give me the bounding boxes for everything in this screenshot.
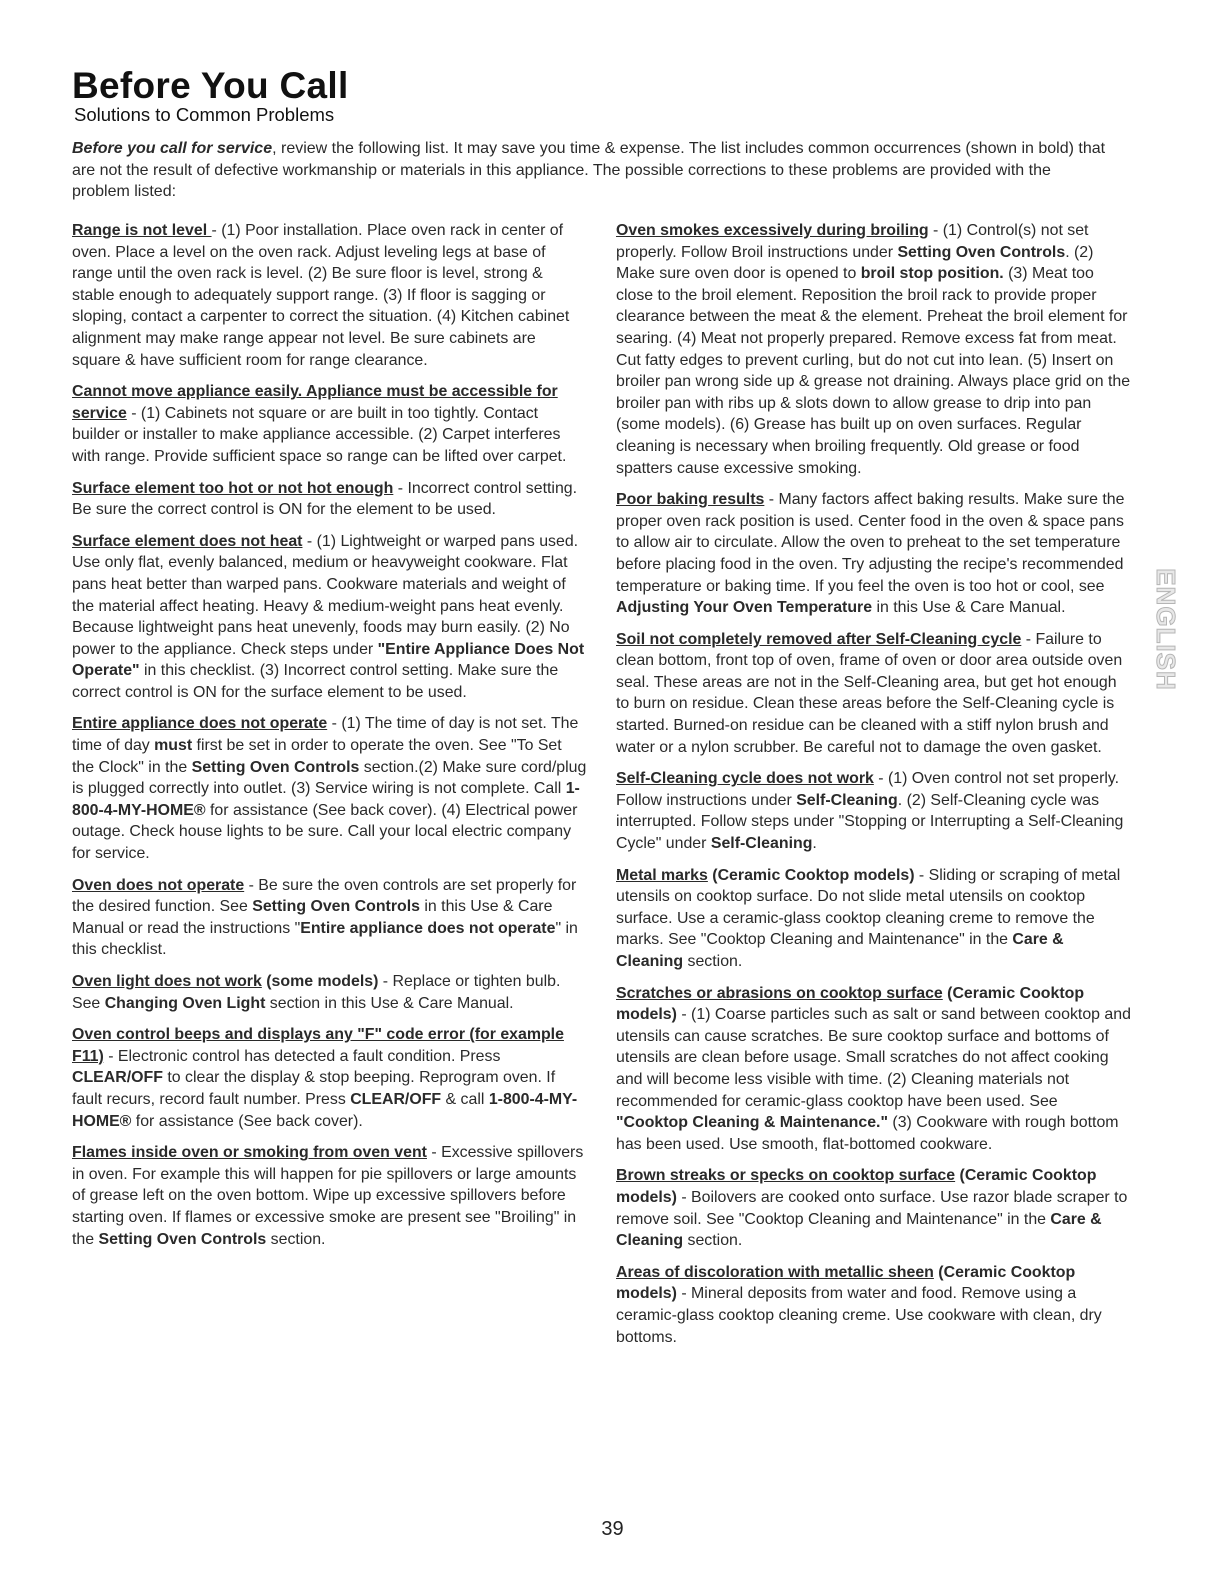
bold-text: Entire appliance does not operate xyxy=(300,919,556,937)
solution-text: - (1) Lightweight or warped pans used. Use only flat, evenly balanced, medium or heavyweight cookware. Flat pans heat better than warped pans. Cookware materials and weight of the material affect heating. Heavy & medium-weight pans heat evenly. Because lightweight pans heat unevenly, foods may burn easily. (2) No power to the appliance. Check steps under xyxy=(72,532,579,658)
solution-text: for assistance (See back cover). (4) Electrical power outage. Check house lights to be sure. Call your local electric company for service. xyxy=(72,801,578,863)
bold-text: "Cooktop Cleaning & Maintenance." xyxy=(616,1114,888,1132)
problem-heading: Scratches or abrasions on cooktop surface xyxy=(616,984,943,1002)
solution-text: - Excessive spillovers in oven. For example this will happen for pie spillovers or large amounts of grease left on the oven bottom. Wipe up excessive spillovers before starting oven. If flames or excessive smoke are present see "Broiling" in the xyxy=(72,1144,584,1248)
solution-text: section in this Use & Care Manual. xyxy=(265,994,514,1012)
problem-heading: Self-Cleaning cycle does not work xyxy=(616,770,874,788)
problem-heading: Entire appliance does not operate xyxy=(72,715,328,733)
side-tab-label: ENGLISH xyxy=(1150,567,1181,691)
solution-text: . xyxy=(812,835,817,853)
bold-text: (Ceramic Cooktop models) xyxy=(616,984,1085,1024)
bold-text: 1-800-4-MY-HOME® xyxy=(72,1090,578,1130)
solution-text: section. xyxy=(683,953,743,970)
bold-text: CLEAR/OFF xyxy=(350,1090,442,1108)
troubleshooting-entry xyxy=(72,1024,588,1132)
solution-text: - Sliding or scraping of metal utensils on cooktop surface. Do not slide metal utensils on cooktop surface. Use a ceramic-glass cooktop cleaning creme to remove the marks. See "Cooktop Cleaning and Maintenance" in the xyxy=(616,866,1121,949)
troubleshooting-entry xyxy=(616,220,1132,479)
solution-text: - Electronic control has detected a fault condition. Press xyxy=(103,1047,501,1065)
bold-text: (Ceramic Cooktop models) xyxy=(616,1263,1076,1303)
bold-text: Self-Cleaning xyxy=(796,791,898,809)
problem-heading: Range is not level xyxy=(72,222,212,239)
solution-text: first be set in order to operate the oven. See "To Set the Clock" in the xyxy=(72,737,562,776)
troubleshooting-entry xyxy=(616,629,1132,759)
troubleshooting-entry xyxy=(616,768,1132,854)
troubleshooting-entry xyxy=(616,983,1132,1156)
bold-text: 1-800-4-MY-HOME® xyxy=(72,780,580,819)
solution-text: - (1) Coarse particles such as salt or sand between cooktop and utensils can cause scratches. Be sure cooktop surface and bottoms of utensils are clean before usage. Small scratches do not affect cooking and will become less visible with time. (2) Cleaning materials not recommended for ceramic-glass cooktop have been used. See xyxy=(616,1006,1131,1110)
bold-text: Setting Oven Controls xyxy=(252,898,420,916)
problem-heading: Flames inside oven or smoking from oven vent xyxy=(72,1144,427,1162)
problem-heading: Soil not completely removed after Self-Cleaning cycle xyxy=(616,630,1022,648)
problem-heading: Cannot move appliance easily. Appliance must be accessible for service xyxy=(72,383,558,422)
problem-heading: Surface element too hot or not hot enough xyxy=(72,479,394,497)
problem-heading: Oven does not operate xyxy=(72,876,245,894)
bold-text: Setting Oven Controls xyxy=(98,1230,267,1248)
page-subtitle: Solutions to Common Problems xyxy=(74,104,335,125)
bold-text: Self-Cleaning xyxy=(710,835,813,853)
page-number: 39 xyxy=(601,1518,624,1540)
troubleshooting-entry xyxy=(72,478,588,521)
intro-paragraph xyxy=(72,138,1112,203)
troubleshooting-entry xyxy=(72,381,588,467)
problem-heading: Poor baking results xyxy=(616,491,765,509)
bold-text: must xyxy=(154,737,193,755)
page-title: Before You Call xyxy=(72,65,349,106)
problem-heading: Oven control beeps and displays any "F" code error (for example F11) xyxy=(72,1026,564,1065)
bold-text: Changing Oven Light xyxy=(104,994,266,1012)
solution-text: - Mineral deposits from water and food. Remove using a ceramic-glass cooktop cleaning creme. Use cookware with clean, dry bottoms. xyxy=(616,1285,1102,1346)
troubleshooting-entry xyxy=(616,1262,1132,1348)
troubleshooting-entry xyxy=(72,531,588,704)
solution-text: " in this checklist. xyxy=(72,919,578,959)
language-side-tab xyxy=(1150,567,1181,691)
troubleshooting-entry xyxy=(72,875,588,961)
solution-text: in this checklist. (3) Incorrect control setting. Make sure the correct control is ON for the surface element to be used. xyxy=(72,662,559,701)
solution-text: . (2) Make sure oven door is opened to xyxy=(616,243,1094,283)
bold-text: (some models) xyxy=(261,973,379,990)
solution-text: . (2) Self-Cleaning cycle was interrupted. Follow steps under "Stopping or Interrupting a Self-Cleaning Cycle" under xyxy=(616,791,1124,853)
troubleshooting-entry xyxy=(72,220,588,371)
intro-lead: Before you call for service xyxy=(72,140,273,157)
solution-text: - Failure to clean bottom, front top of oven, frame of oven or door area outside oven seal. These areas are not in the Self-Cleaning area, but get hot enough to burn on residue. Clean these areas before the Self-Cleaning cycle is started. Burned-on residue can be cleaned with a stiff nylon brush and water or a nylon scrubber. Be careful not to damage the oven gasket. xyxy=(616,630,1123,756)
solution-text: section.(2) Make sure cord/plug is plugged correctly into outlet. (3) Service wiring is not complete. Call xyxy=(72,758,587,798)
bold-text: "Entire Appliance Does Not Operate" xyxy=(72,640,585,680)
solution-text: - Many factors affect baking results. Make sure the proper oven rack position is used. Center food in the oven & space pans to allow air to circulate. Allow the oven to preheat to the set temperature before placing food in the oven. Try adjusting the recipe's recommended temperature or baking time. If you feel the oven is too hot or cool, see xyxy=(616,491,1125,595)
solution-text: (3) Cookware with rough bottom has been used. Use smooth, flat-bottomed cookware. xyxy=(616,1114,1119,1153)
solution-text: - (1) Control(s) not set properly. Follow Broil instructions under xyxy=(616,222,1089,261)
solution-text: for assistance (See back cover). xyxy=(131,1112,363,1130)
bold-text: Care & Cleaning xyxy=(616,931,1064,970)
solution-text: section. xyxy=(266,1230,326,1248)
bold-text: CLEAR/OFF xyxy=(72,1069,163,1087)
solution-text: (3) Meat too close to the broil element. Reposition the broil rack to provide proper clearance between the meat & the element. Preheat the broil element for searing. (4) Meat not properly prepared. Remove excess fat from meat. Cut fatty edges to prevent curling, but do not cut into lean. (5) Insert on broiler pan wrong side up & grease not draining. Always place grid on the broiler pan with ribs up & slots down to allow grease to drip into pan (some models). (6) Grease has built up on oven surfaces. Regular cleaning is necessary when broiling frequently. Old grease or food spatters cause excessive smoking. xyxy=(616,265,1131,477)
problem-heading: Areas of discoloration with metallic sheen xyxy=(616,1263,934,1281)
bold-text: (Ceramic Cooktop models) xyxy=(707,866,915,884)
troubleshooting-entry xyxy=(616,489,1132,619)
solution-text: - Be sure the oven controls are set properly for the desired function. See xyxy=(72,876,577,916)
right-column xyxy=(616,220,1132,1358)
solution-text: to clear the display & stop beeping. Reprogram oven. If fault recurs, record fault number. Press xyxy=(72,1069,556,1108)
solution-text: - Boilovers are cooked onto surface. Use razor blade scraper to remove soil. See "Cooktop Cleaning and Maintenance" in the xyxy=(616,1188,1128,1228)
bold-text: broil stop position. xyxy=(860,265,1004,283)
problem-heading: Brown streaks or specks on cooktop surface xyxy=(616,1167,956,1185)
bold-text: Adjusting Your Oven Temperature xyxy=(616,599,873,617)
bold-text: (Ceramic Cooktop models) xyxy=(616,1167,1097,1206)
troubleshooting-entry xyxy=(72,713,588,864)
problem-heading: Oven light does not work xyxy=(72,973,262,990)
solution-text: - (1) Oven control not set properly. Follow instructions under xyxy=(616,770,1120,809)
troubleshooting-entry xyxy=(616,1165,1132,1251)
troubleshooting-entry xyxy=(72,971,588,1014)
solution-text: - (1) Cabinets not square or are built in too tightly. Contact builder or installer to make appliance accessible. (2) Carpet interferes with range. Provide sufficient space so range can be lifted over carpet. xyxy=(72,404,567,465)
problem-heading: Surface element does not heat xyxy=(72,532,303,550)
solution-text: & call xyxy=(441,1090,489,1108)
problem-heading: Oven smokes excessively during broiling xyxy=(616,222,929,239)
solution-text: - (1) The time of day is not set. The time of day xyxy=(72,715,579,755)
bold-text: Setting Oven Controls xyxy=(897,243,1066,261)
troubleshooting-entry xyxy=(616,865,1132,973)
bold-text: Care & Cleaning xyxy=(616,1210,1102,1250)
solution-text: - Incorrect control setting. Be sure the correct control is ON for the element to be used. xyxy=(72,479,578,519)
problem-heading: Metal marks xyxy=(616,866,708,884)
solution-text: - (1) Poor installation. Place oven rack in center of oven. Place a level on the oven rack. Adjust leveling legs at base of range until the oven rack is level. (2) Be sure floor is level, strong & stable enough to adequately support range. (3) If floor is sagging or sloping, contact a carpenter to correct the situation. (4) Kitchen cabinet alignment may make range appear not level. Be sure cabinets are square & have sufficient room for range clearance. xyxy=(72,222,570,369)
bold-text: Setting Oven Controls xyxy=(191,758,360,776)
solution-text: in this Use & Care Manual. xyxy=(872,599,1066,617)
solution-text: in this Use & Care Manual or read the instructions " xyxy=(72,898,553,937)
solution-text: - Replace or tighten bulb. See xyxy=(72,973,561,1012)
left-column xyxy=(72,220,588,1260)
intro-text: , review the following list. It may save you time & expense. The list includes common occurrences (shown in bold) that are not the result of defective workmanship or materials in this appliance. The possible corrections to these problems are provided with the problem listed: xyxy=(72,140,1106,200)
solution-text: section. xyxy=(683,1232,743,1250)
troubleshooting-entry xyxy=(72,1142,588,1250)
